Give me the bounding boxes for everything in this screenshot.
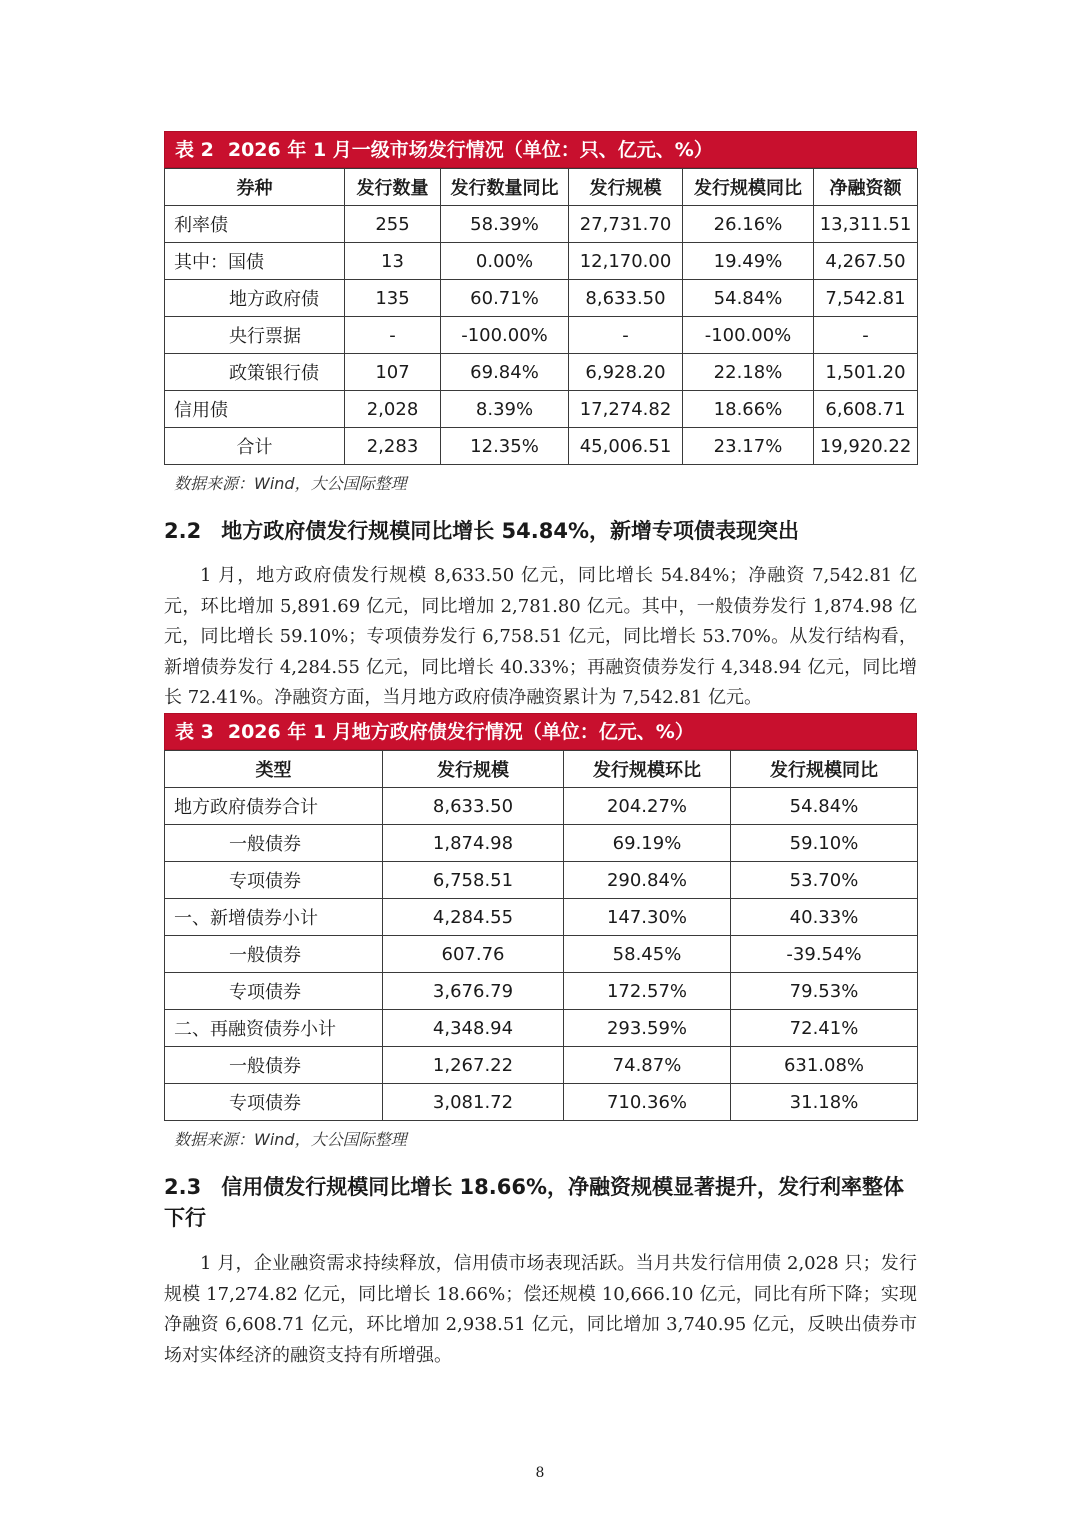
table-cell: 58.39% (441, 206, 569, 243)
table-cell: 地方政府债 (165, 280, 345, 317)
table-cell: 13 (345, 243, 441, 280)
table-row (165, 354, 918, 391)
table-row (165, 1047, 918, 1084)
table-2-number: 表 2 (175, 139, 214, 161)
table-row (165, 391, 918, 428)
table-cell: 4,348.94 (383, 1010, 564, 1047)
table-cell: 一般债券 (165, 936, 383, 973)
table-cell: 合计 (165, 428, 345, 465)
table-2-header-row (165, 169, 918, 206)
table-cell: 12.35% (441, 428, 569, 465)
table-2-source: 数据来源：Wind，大公国际整理 (174, 474, 407, 493)
table-cell: 147.30% (564, 899, 731, 936)
table-3-number: 表 3 (175, 721, 214, 743)
table-row (165, 862, 918, 899)
table-3 (164, 713, 917, 1121)
table-cell: 45,006.51 (569, 428, 683, 465)
section-2-3-heading (164, 1172, 924, 1234)
table-3-header-cell: 发行规模同比 (731, 751, 918, 788)
table-cell: 央行票据 (165, 317, 345, 354)
table-cell: 22.18% (683, 354, 814, 391)
table-cell: 26.16% (683, 206, 814, 243)
table-cell: 69.84% (441, 354, 569, 391)
table-cell: 290.84% (564, 862, 731, 899)
table-2-title: 2026 年 1 月一级市场发行情况（单位：只、亿元、%） (227, 139, 713, 161)
table-cell: -100.00% (441, 317, 569, 354)
table-cell: 4,284.55 (383, 899, 564, 936)
table-row (165, 788, 918, 825)
table-3-header-row (165, 751, 918, 788)
table-cell: 0.00% (441, 243, 569, 280)
table-cell: 专项债券 (165, 1084, 383, 1121)
table-row (165, 936, 918, 973)
table-cell: 607.76 (383, 936, 564, 973)
table-row (165, 428, 918, 465)
table-3-grid (164, 750, 918, 1121)
table-cell: -100.00% (683, 317, 814, 354)
table-cell: 信用债 (165, 391, 345, 428)
table-cell: 19.49% (683, 243, 814, 280)
table-cell: 3,676.79 (383, 973, 564, 1010)
table-cell: 293.59% (564, 1010, 731, 1047)
table-2-header-cell: 发行数量 (345, 169, 441, 206)
table-2-header-cell: 发行规模 (569, 169, 683, 206)
table-cell: 二、再融资债券小计 (165, 1010, 383, 1047)
table-3-header-cell: 类型 (165, 751, 383, 788)
table-2-header-cell: 净融资额 (814, 169, 918, 206)
table-cell: 其中：国债 (165, 243, 345, 280)
table-cell: 1,267.22 (383, 1047, 564, 1084)
table-2-header-cell: 发行数量同比 (441, 169, 569, 206)
table-2-grid (164, 168, 918, 465)
table-cell: 17,274.82 (569, 391, 683, 428)
table-cell: 54.84% (683, 280, 814, 317)
table-row (165, 243, 918, 280)
section-2-3-paragraph: 1 月，企业融资需求持续释放，信用债市场表现活跃。当月共发行信用债 2,028 只；发行规模 17,274.82 亿元，同比增长 18.66%；偿还规模 10,666.10 亿元，同比有所下降；实现净融资 6,608.71 亿元，环比增加 2,938.51 亿元，同比增加 3,740.95 亿元，反映出债券市场对实体经济的融资支持有所增强。 (164, 1253, 917, 1366)
table-cell: 135 (345, 280, 441, 317)
table-cell: 59.10% (731, 825, 918, 862)
table-cell: 79.53% (731, 973, 918, 1010)
table-cell: 18.66% (683, 391, 814, 428)
table-2-title-bar (164, 131, 917, 168)
table-cell: 69.19% (564, 825, 731, 862)
table-row (165, 825, 918, 862)
table-cell: 6,928.20 (569, 354, 683, 391)
table-cell: 172.57% (564, 973, 731, 1010)
table-cell: 一、新增债券小计 (165, 899, 383, 936)
table-cell: 专项债券 (165, 973, 383, 1010)
table-cell: 58.45% (564, 936, 731, 973)
table-cell: 专项债券 (165, 862, 383, 899)
table-cell: 1,501.20 (814, 354, 918, 391)
table-cell: 政策银行债 (165, 354, 345, 391)
table-cell: 74.87% (564, 1047, 731, 1084)
table-2-header-cell: 发行规模同比 (683, 169, 814, 206)
table-cell: 631.08% (731, 1047, 918, 1084)
table-row (165, 1010, 918, 1047)
page-number: 8 (535, 1465, 545, 1481)
table-cell: 6,758.51 (383, 862, 564, 899)
table-cell: 6,608.71 (814, 391, 918, 428)
table-row (165, 973, 918, 1010)
table-2 (164, 131, 917, 465)
section-2-3-number: 2.3 (164, 1175, 202, 1199)
section-2-3-title: 信用债发行规模同比增长 18.66%，净融资规模显著提升，发行利率整体下行 (164, 1175, 904, 1230)
table-cell: - (345, 317, 441, 354)
table-cell: 19,920.22 (814, 428, 918, 465)
table-cell: 107 (345, 354, 441, 391)
table-cell: -39.54% (731, 936, 918, 973)
table-row (165, 280, 918, 317)
table-cell: 13,311.51 (814, 206, 918, 243)
table-cell: 4,267.50 (814, 243, 918, 280)
table-2-header-cell: 券种 (165, 169, 345, 206)
table-cell: 710.36% (564, 1084, 731, 1121)
section-2-2-title: 地方政府债发行规模同比增长 54.84%，新增专项债表现突出 (221, 519, 799, 543)
table-cell: - (569, 317, 683, 354)
table-cell: 3,081.72 (383, 1084, 564, 1121)
table-row (165, 317, 918, 354)
table-3-title: 2026 年 1 月地方政府债发行情况（单位：亿元、%） (227, 721, 694, 743)
table-cell: 2,028 (345, 391, 441, 428)
table-cell: 2,283 (345, 428, 441, 465)
table-cell: 23.17% (683, 428, 814, 465)
table-cell: 204.27% (564, 788, 731, 825)
table-row (165, 1084, 918, 1121)
table-cell: - (814, 317, 918, 354)
table-cell: 54.84% (731, 788, 918, 825)
table-cell: 8,633.50 (383, 788, 564, 825)
table-row (165, 206, 918, 243)
table-cell: 40.33% (731, 899, 918, 936)
table-cell: 60.71% (441, 280, 569, 317)
table-cell: 8,633.50 (569, 280, 683, 317)
table-3-source: 数据来源：Wind，大公国际整理 (174, 1130, 407, 1149)
table-3-title-bar (164, 713, 917, 750)
table-cell: 利率债 (165, 206, 345, 243)
table-cell: 8.39% (441, 391, 569, 428)
table-cell: 255 (345, 206, 441, 243)
table-cell: 72.41% (731, 1010, 918, 1047)
table-cell: 27,731.70 (569, 206, 683, 243)
section-2-2-heading (164, 516, 924, 547)
table-cell: 31.18% (731, 1084, 918, 1121)
table-3-header-cell: 发行规模环比 (564, 751, 731, 788)
section-2-2-number: 2.2 (164, 519, 202, 543)
table-cell: 地方政府债券合计 (165, 788, 383, 825)
table-cell: 53.70% (731, 862, 918, 899)
table-cell: 一般债券 (165, 825, 383, 862)
table-cell: 1,874.98 (383, 825, 564, 862)
table-row (165, 899, 918, 936)
table-cell: 7,542.81 (814, 280, 918, 317)
table-3-header-cell: 发行规模 (383, 751, 564, 788)
table-cell: 一般债券 (165, 1047, 383, 1084)
section-2-2-paragraph: 1 月，地方政府债发行规模 8,633.50 亿元，同比增长 54.84%；净融资 7,542.81 亿元，环比增加 5,891.69 亿元，同比增加 2,781.80 亿元。其中，一般债券发行 1,874.98 亿元，同比增长 59.10%；专项债券发行 6,758.51 亿元，同比增长 53.70%。从发行结构看，新增债券发行 4,284.55 亿元，同比增长 40.33%；再融资债券发行 4,348.94 亿元，同比增长 72.41%。净融资方面，当月地方政府债净融资累计为 7,542.81 亿元。 (164, 565, 917, 709)
table-cell: 12,170.00 (569, 243, 683, 280)
